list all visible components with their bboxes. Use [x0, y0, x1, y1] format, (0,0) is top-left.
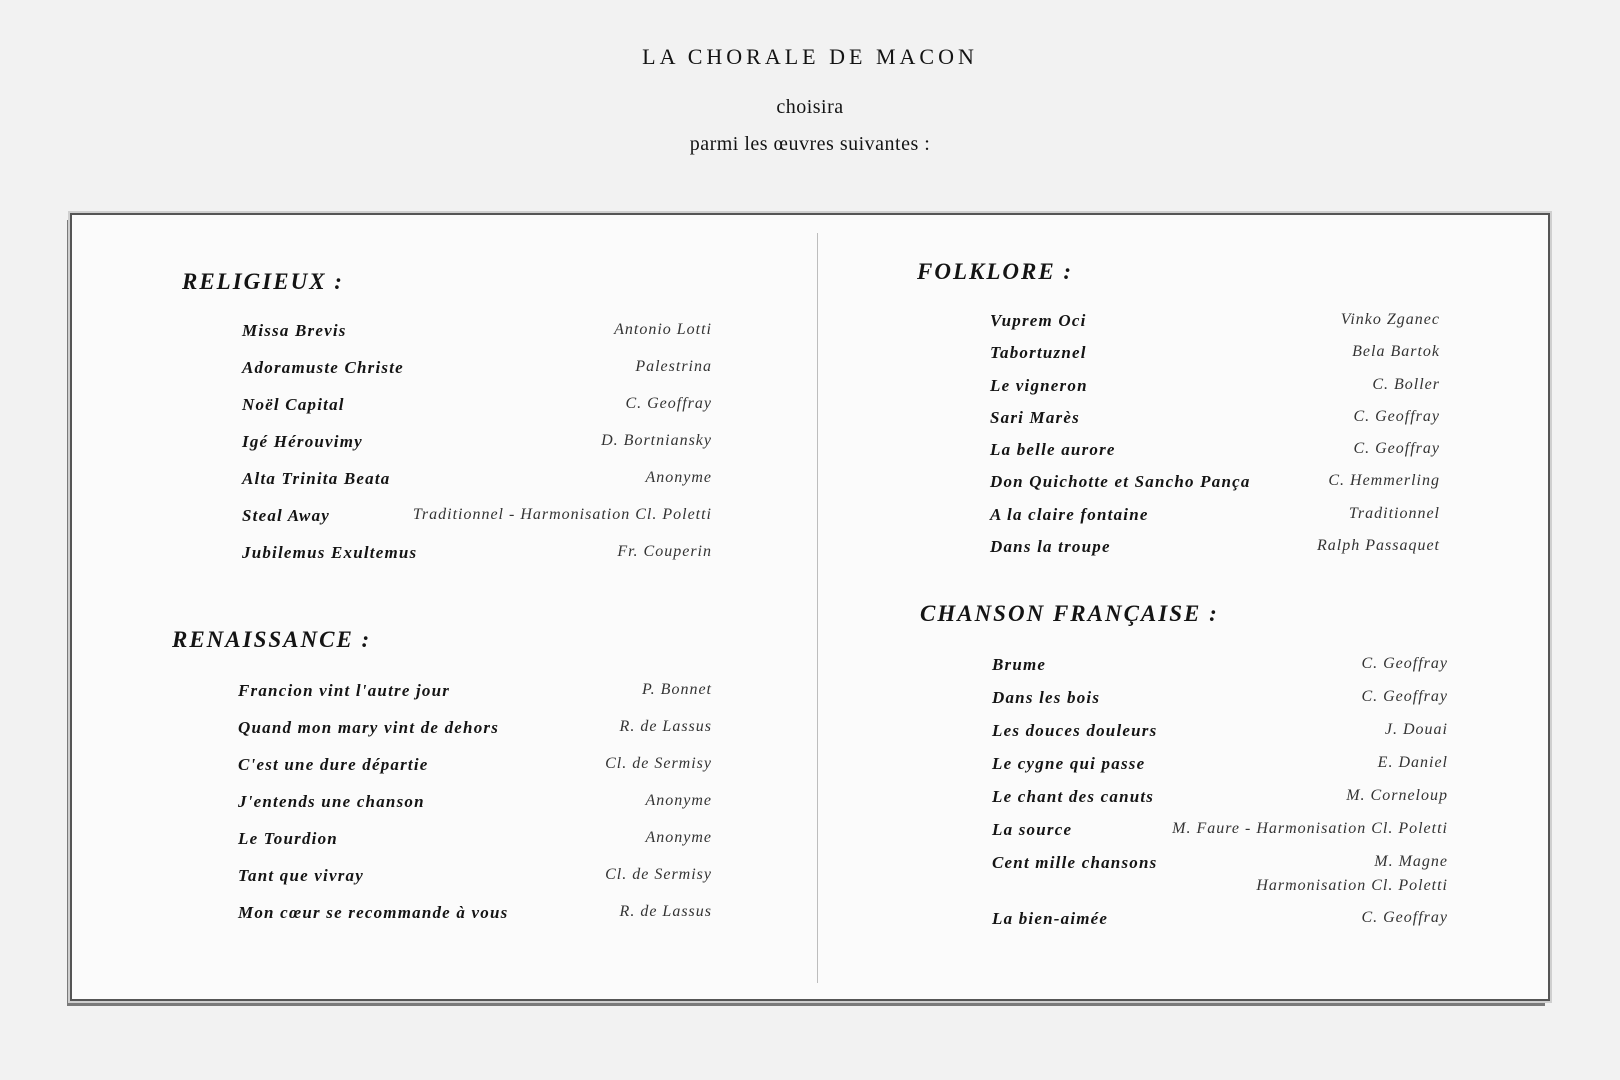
piece-list-renaissance: [238, 681, 712, 940]
list-item: [238, 755, 712, 792]
section-title-religieux: RELIGIEUX :: [182, 269, 344, 294]
list-item: [242, 543, 712, 580]
piece-composer: C. Geoffray: [1361, 909, 1448, 926]
list-item: [992, 853, 1448, 909]
piece-title: Quand mon mary vint de dehors: [238, 718, 500, 737]
subtitle-line-1: choisira: [776, 96, 844, 118]
list-item: [992, 787, 1448, 820]
list-item: [992, 909, 1448, 942]
piece-title: Les douces douleurs: [992, 721, 1158, 740]
piece-title: Alta Trinita Beata: [242, 469, 391, 488]
piece-composer: Cl. de Sermisy: [605, 755, 712, 772]
piece-title: Francion vint l'autre jour: [238, 681, 451, 700]
piece-title: Adoramuste Christe: [242, 358, 404, 377]
piece-title: La belle aurore: [990, 440, 1116, 460]
list-item: [990, 311, 1440, 343]
subtitle-line-2: parmi les œuvres suivantes :: [689, 133, 931, 155]
piece-title: Cent mille chansons: [992, 853, 1158, 872]
piece-composer: Anonyme: [645, 469, 712, 486]
piece-composer: Bela Bartok: [1352, 343, 1440, 361]
piece-title: Tant que vivray: [238, 866, 364, 885]
piece-composer: M. Faure - Harmonisation Cl. Poletti: [1172, 820, 1448, 837]
list-item: [992, 820, 1448, 853]
piece-composer: D. Bortniansky: [601, 432, 712, 449]
piece-composer: Palestrina: [635, 358, 712, 375]
piece-title: Tabortuznel: [990, 343, 1087, 363]
piece-composer: Cl. de Sermisy: [605, 866, 712, 883]
piece-title: Noël Capital: [242, 395, 345, 414]
piece-composer: M. Magne: [1374, 853, 1448, 870]
piece-composer: Anonyme: [645, 792, 712, 809]
piece-title: Sari Marès: [990, 407, 1080, 427]
section-title-renaissance: RENAISSANCE :: [172, 627, 372, 652]
piece-list-folklore: [990, 311, 1440, 571]
piece-composer: C. Hemmerling: [1328, 472, 1440, 490]
piece-title: Missa Brevis: [242, 321, 347, 340]
list-item: [990, 505, 1440, 537]
list-item: [992, 688, 1448, 721]
piece-composer: C. Geoffray: [1353, 407, 1440, 425]
piece-composer: P. Bonnet: [641, 681, 712, 698]
piece-title: La source: [992, 820, 1073, 839]
header: [0, 44, 1620, 156]
piece-composer: E. Daniel: [1377, 754, 1448, 771]
piece-title: C'est une dure départie: [238, 755, 429, 774]
list-item: [992, 721, 1448, 754]
list-item: [990, 343, 1440, 375]
list-item: [242, 469, 712, 506]
list-item: [238, 792, 712, 829]
piece-composer: Anonyme: [645, 829, 712, 846]
piece-title: Le Tourdion: [238, 829, 338, 848]
list-item: [242, 358, 712, 395]
piece-title: Le cygne qui passe: [992, 754, 1146, 773]
list-item: [238, 866, 712, 903]
list-item: [990, 440, 1440, 472]
piece-composer: Ralph Passaquet: [1317, 537, 1440, 555]
piece-title: A la claire fontaine: [990, 504, 1149, 524]
piece-list-religieux: [242, 321, 712, 580]
piece-title: Steal Away: [242, 506, 331, 525]
list-item: [242, 395, 712, 432]
piece-title: Igé Hérouvimy: [242, 432, 363, 451]
list-item: [238, 829, 712, 866]
piece-composer: Traditionnel: [1348, 504, 1440, 522]
piece-arranger: Harmonisation Cl. Poletti: [1256, 877, 1448, 894]
piece-composer: Traditionnel - Harmonisation Cl. Poletti: [412, 506, 712, 523]
list-item: [238, 903, 712, 940]
piece-composer: Antonio Lotti: [614, 321, 712, 338]
program-card: [70, 213, 1550, 1001]
section-title-folklore: FOLKLORE :: [917, 259, 1074, 284]
piece-composer: Fr. Couperin: [617, 543, 712, 560]
piece-composer: C. Geoffray: [1361, 655, 1448, 672]
piece-title: Le chant des canuts: [992, 787, 1155, 806]
piece-title: J'entends une chanson: [238, 792, 425, 811]
list-item: [990, 376, 1440, 408]
list-item: [990, 537, 1440, 569]
piece-title: Dans la troupe: [990, 537, 1111, 557]
list-item: [238, 718, 712, 755]
piece-title: Mon cœur se recommande à vous: [238, 903, 509, 922]
list-item: [242, 321, 712, 358]
piece-title: Don Quichotte et Sancho Pança: [990, 472, 1251, 492]
piece-composer: C. Boller: [1372, 375, 1440, 393]
piece-composer: C. Geoffray: [1361, 688, 1448, 705]
list-item: [238, 681, 712, 718]
piece-list-chanson-francaise: [992, 655, 1448, 942]
piece-title: Le vigneron: [990, 375, 1088, 395]
list-item: [990, 472, 1440, 504]
piece-title: Jubilemus Exultemus: [242, 543, 418, 562]
piece-composer: R. de Lassus: [619, 718, 712, 735]
piece-title: Dans les bois: [992, 688, 1101, 707]
piece-composer: Vinko Zganec: [1340, 311, 1440, 328]
list-item: [242, 432, 712, 469]
page-title: LA CHORALE DE MACON: [642, 44, 978, 69]
piece-composer: R. de Lassus: [619, 903, 712, 920]
piece-composer: C. Geoffray: [625, 395, 712, 412]
list-item: [242, 506, 712, 543]
piece-composer: J. Douai: [1384, 721, 1448, 738]
piece-title: Brume: [992, 655, 1047, 674]
piece-composer: M. Corneloup: [1346, 787, 1448, 804]
list-item: [992, 655, 1448, 688]
list-item: [992, 754, 1448, 787]
piece-composer: C. Geoffray: [1353, 440, 1440, 458]
list-item: [990, 408, 1440, 440]
piece-title: Vuprem Oci: [990, 311, 1087, 330]
section-title-chanson-francaise: CHANSON FRANÇAISE :: [920, 601, 1219, 626]
center-fold-divider: [817, 233, 818, 983]
piece-title: La bien-aimée: [992, 909, 1109, 928]
